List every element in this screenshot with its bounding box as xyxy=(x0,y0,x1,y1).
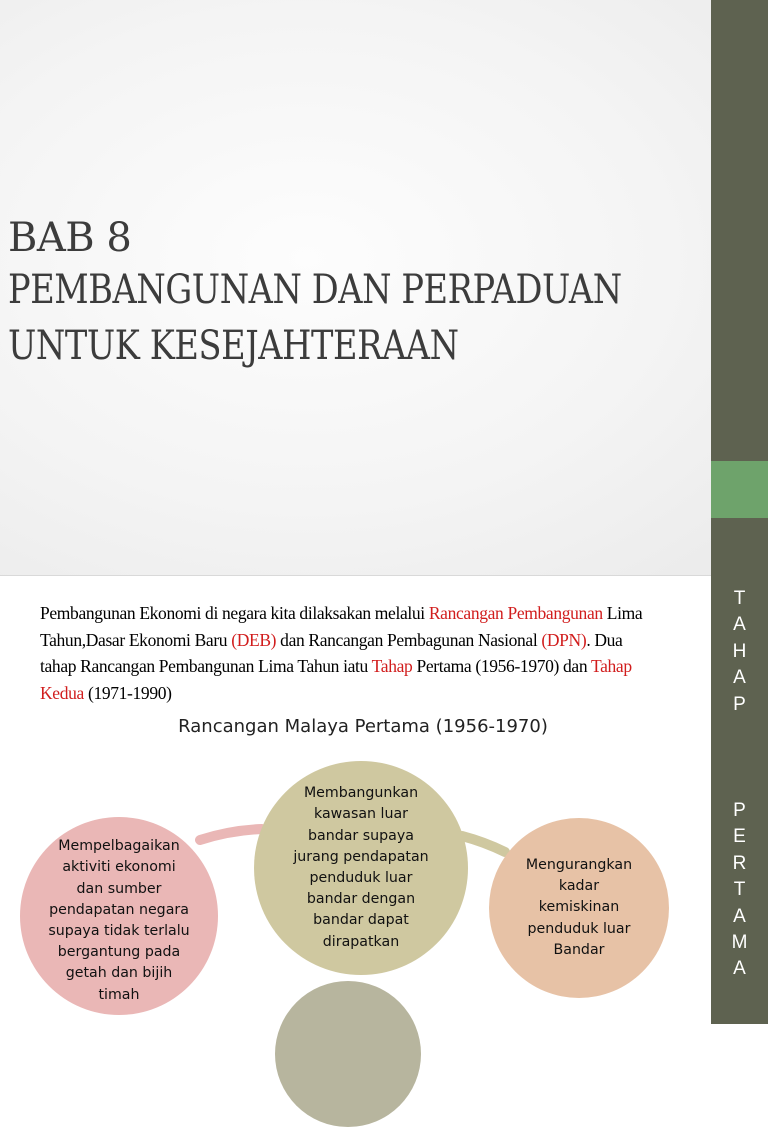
slide-divider xyxy=(0,575,768,576)
side-letter: T xyxy=(733,588,746,609)
slide-title-line-1: PEMBANGUNAN DAN PERPADUAN xyxy=(8,267,622,313)
slide-title-chapter: BAB 8 xyxy=(8,215,132,261)
node-line: aktiviti ekonomi xyxy=(62,859,176,876)
node-line: kadar xyxy=(558,878,600,895)
intro-paragraph xyxy=(40,600,660,706)
sidebar-accent-block xyxy=(711,461,768,518)
node-line: dirapatkan xyxy=(322,933,400,950)
side-letter: T xyxy=(733,879,746,901)
side-letter: M xyxy=(731,931,748,953)
para-text: Pembangunan Ekonomi di negara kita dilaksakan melalui xyxy=(40,603,429,623)
node-line: kawasan luar xyxy=(313,806,408,823)
para-text: Lima Tahun,Dasar Ekonomi Baru xyxy=(40,603,643,650)
highlight-tahap: Tahap xyxy=(371,656,413,676)
side-letter: P xyxy=(733,693,746,715)
arc-left-to-top xyxy=(200,829,262,840)
highlight-tahap-kedua: Tahap Kedua xyxy=(40,656,632,703)
arc-top-to-right xyxy=(462,836,505,852)
node-line: jurang pendapatan xyxy=(293,848,429,865)
cycle-node-reduce-poverty xyxy=(489,818,669,998)
slide-title-line-2: UNTUK KESEJAHTERAAN xyxy=(8,323,459,369)
side-label-pertama xyxy=(711,798,768,983)
side-letter: P xyxy=(733,800,746,821)
node-line: kemiskinan xyxy=(538,899,620,916)
para-text: . Dua tahap Rancangan Pembangunan Lima Tahun iatu xyxy=(40,629,623,676)
side-letter: A xyxy=(733,614,746,636)
side-letter: R xyxy=(732,852,747,874)
side-letter: A xyxy=(733,958,746,980)
node-line: timah xyxy=(98,986,140,1003)
highlight-deb: (DEB) xyxy=(231,629,277,650)
node-line: supaya tidak terlalu xyxy=(48,923,190,939)
node-line: Bandar xyxy=(553,941,605,958)
node-line: bergantung pada xyxy=(57,944,181,961)
node-line: bandar dengan xyxy=(306,891,416,908)
node-line: Mengurangkan xyxy=(525,856,633,873)
node-line: getah dan bijih xyxy=(65,965,173,982)
node-line: pendapatan negara xyxy=(49,901,189,918)
side-letter: E xyxy=(733,826,746,848)
node-line: bandar dapat xyxy=(313,912,409,929)
para-text: (1971-1990) xyxy=(83,682,172,703)
cycle-node-diversify xyxy=(20,817,218,1015)
cycle-node-bottom xyxy=(275,981,421,1127)
side-letter: H xyxy=(732,640,747,662)
node-line: penduduk luar xyxy=(309,870,413,886)
sidebar-band-lower xyxy=(711,518,768,575)
side-label-tahap xyxy=(711,586,768,718)
side-letter: A xyxy=(733,667,746,689)
sidebar-band xyxy=(711,0,768,461)
side-letter: A xyxy=(733,905,746,927)
node-line: Mempelbagaikan xyxy=(58,838,180,855)
para-text: dan Rancangan Pembagunan Nasional xyxy=(276,629,542,650)
highlight-dpn: (DPN) xyxy=(541,629,587,650)
node-line: bandar supaya xyxy=(308,827,414,844)
highlight-rancangan-pembangunan: Rancangan Pembangunan xyxy=(428,603,603,623)
node-line: penduduk luar xyxy=(527,920,631,937)
para-text: Pertama (1956-1970) dan xyxy=(412,656,591,676)
node-line: Membangunkan xyxy=(303,785,419,802)
cycle-node-rural-development xyxy=(254,761,468,975)
section-subtitle: Rancangan Malaya Pertama (1956-1970) xyxy=(178,716,548,737)
node-line: dan sumber xyxy=(76,880,162,897)
